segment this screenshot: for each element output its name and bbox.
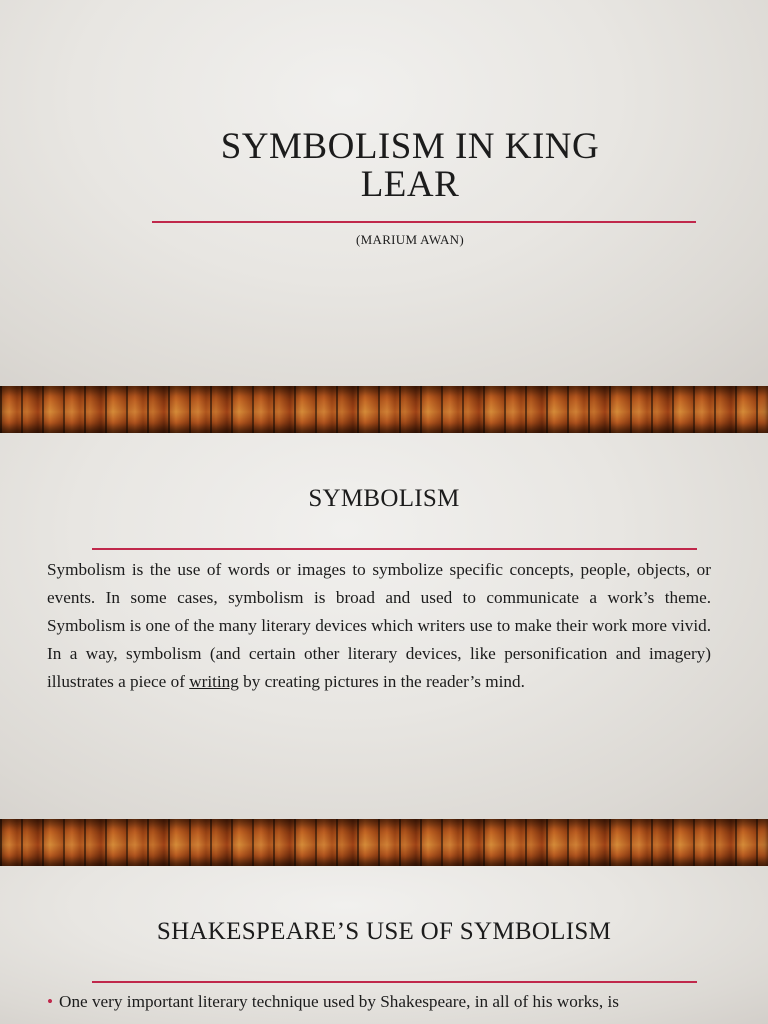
wood-floor-divider bbox=[0, 386, 768, 433]
paragraph-text-end: by creating pictures in the reader’s mind. bbox=[238, 672, 525, 691]
writing-link[interactable]: writing bbox=[189, 672, 239, 691]
definition-paragraph bbox=[47, 556, 711, 696]
slide-heading: SYMBOLISM bbox=[308, 485, 460, 512]
slide-title bbox=[0, 0, 768, 386]
author-subtitle: (MARIUM AWAN) bbox=[356, 232, 464, 247]
bullet-text: One very important literary technique used by Shakespeare, in all of his works, is bbox=[59, 992, 619, 1011]
bullet-marker: • bbox=[47, 992, 54, 1011]
slide-title-heading bbox=[150, 128, 670, 204]
title-line-1: SYMBOLISM IN KING bbox=[220, 126, 600, 167]
wood-floor-divider-2 bbox=[0, 819, 768, 866]
slide-symbolism bbox=[0, 433, 768, 819]
title-line-2: LEAR bbox=[360, 164, 460, 205]
heading-divider bbox=[92, 981, 697, 983]
bullet-list-item bbox=[47, 988, 711, 1016]
paragraph-text-start: Symbolism is the use of words or images to symbolize specific concepts, people, objects, or events. In some cases, symbolism is broad and used to communicate a work’s theme. Symbolism is one of the many literary devices which writers use to make their work more vivid. In a way, symbolism (and certain other literary devices, like personification and imagery) illustrates a piece of bbox=[47, 560, 711, 691]
title-divider bbox=[152, 221, 696, 223]
slide-shakespeare-symbolism bbox=[0, 866, 768, 1024]
heading-divider bbox=[92, 548, 697, 550]
slide-heading: SHAKESPEARE’S USE OF SYMBOLISM bbox=[156, 918, 612, 945]
